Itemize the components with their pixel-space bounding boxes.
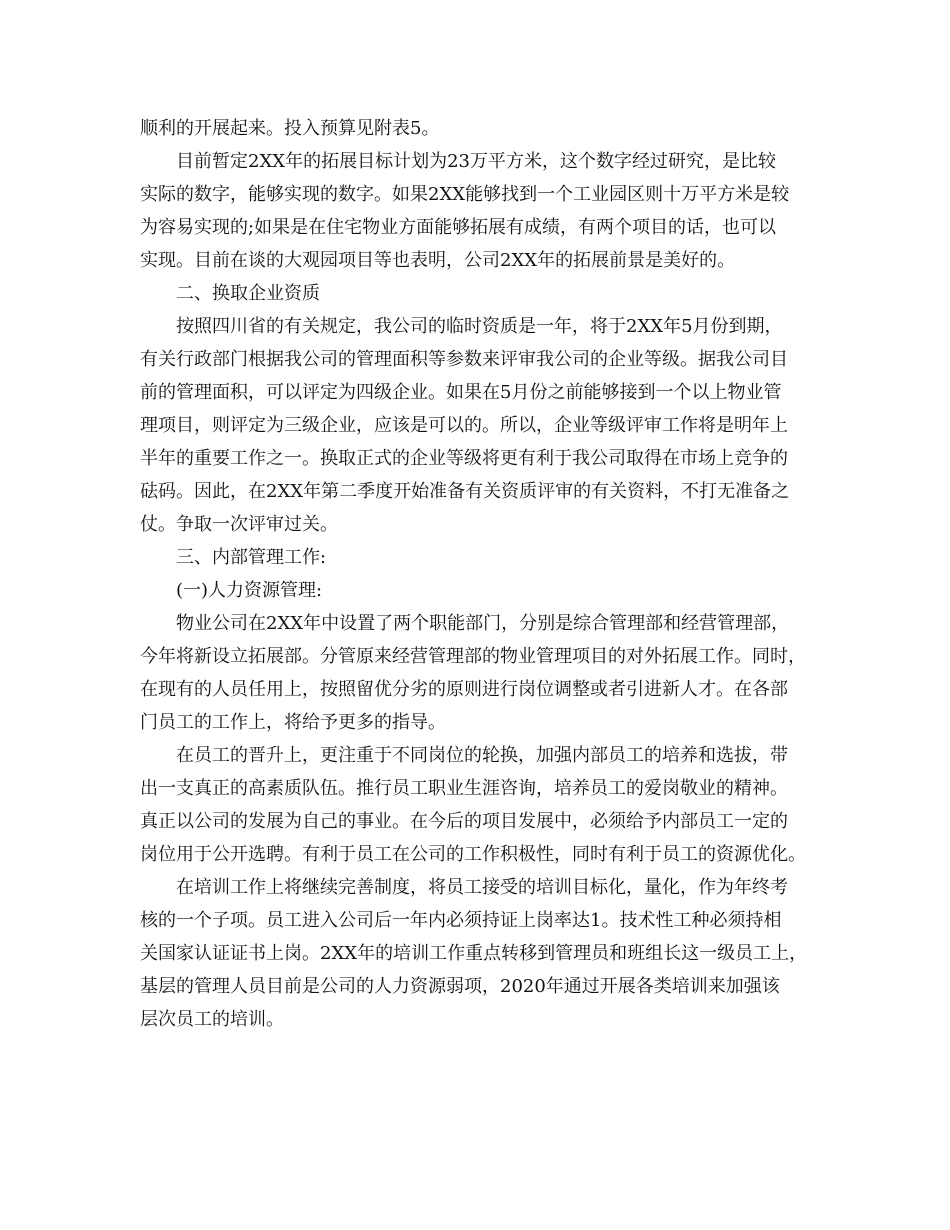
text-line: 实现。目前在谈的大观园项目等也表明，公司2XX年的拓展前景是美好的。 [140, 250, 736, 271]
text-line: 目前暂定2XX年的拓展目标计划为23万平方米，这个数字经过研究，是比较 [176, 151, 776, 172]
text-line: 有关行政部门根据我公司的管理面积等参数来评审我公司的企业等级。据我公司目 [140, 349, 788, 370]
text-line: 出一支真正的高素质队伍。推行员工职业生涯咨询，培养员工的爱岗敬业的精神。 [140, 778, 788, 799]
text-line: 今年将新设立拓展部。分管原来经营管理部的物业管理项目的对外拓展工作。同时， [140, 646, 806, 667]
text-line: 层次员工的培训。 [140, 1009, 284, 1030]
text-line: 前的管理面积，可以评定为四级企业。如果在5月份之前能够接到一个以上物业管 [140, 382, 782, 403]
text-line: 核的一个子项。员工进入公司后一年内必须持证上岗率达1。技术性工种必须持相 [140, 910, 782, 931]
text-line: 真正以公司的发展为自己的事业。在今后的项目发展中，必须给予内部员工一定的 [140, 811, 788, 832]
text-line: 按照四川省的有关规定，我公司的临时资质是一年，将于2XX年5月份到期， [176, 316, 783, 337]
section-heading: 二、换取企业资质 [176, 283, 320, 304]
text-line: 砝码。因此，在2XX年第二季度开始准备有关资质评审的有关资料，不打无准备之 [140, 481, 790, 502]
text-line: 在培训工作上将继续完善制度，将员工接受的培训目标化，量化，作为年终考 [176, 877, 788, 898]
section-heading: 三、内部管理工作: [176, 547, 327, 568]
text-line: 实际的数字，能够实现的数字。如果2XX能够找到一个工业园区则十万平方米是较 [140, 184, 790, 205]
text-line: 理项目，则评定为三级企业，应该是可以的。所以，企业等级评审工作将是明年上 [140, 415, 788, 436]
text-line: 基层的管理人员目前是公司的人力资源弱项，2020年通过开展各类培训来加强该 [140, 976, 780, 997]
text-line: 为容易实现的;如果是在住宅物业方面能够拓展有成绩，有两个项目的话，也可以 [140, 217, 777, 238]
subsection-heading: (一)人力资源管理: [176, 580, 323, 601]
text-line: 门员工的工作上，将给予更多的指导。 [140, 712, 446, 733]
text-line: 仗。争取一次评审过关。 [140, 514, 338, 535]
text-line: 物业公司在2XX年中设置了两个职能部门，分别是综合管理部和经营管理部， [176, 613, 790, 634]
text-line: 在员工的晋升上，更注重于不同岗位的轮换，加强内部员工的培养和选拔，带 [176, 745, 788, 766]
text-line: 关国家认证证书上岗。2XX年的培训工作重点转移到管理员和班组长这一级员工上， [140, 943, 808, 964]
text-line: 半年的重要工作之一。换取正式的企业等级将更有利于我公司取得在市场上竞争的 [140, 448, 788, 469]
text-line: 岗位用于公开选聘。有利于员工在公司的工作积极性，同时有利于员工的资源优化。 [140, 844, 806, 865]
text-line: 在现有的人员任用上，按照留优分劣的原则进行岗位调整或者引进新人才。在各部 [140, 679, 788, 700]
text-line: 顺利的开展起来。投入预算见附表5。 [140, 118, 440, 139]
document-body [140, 112, 820, 1036]
